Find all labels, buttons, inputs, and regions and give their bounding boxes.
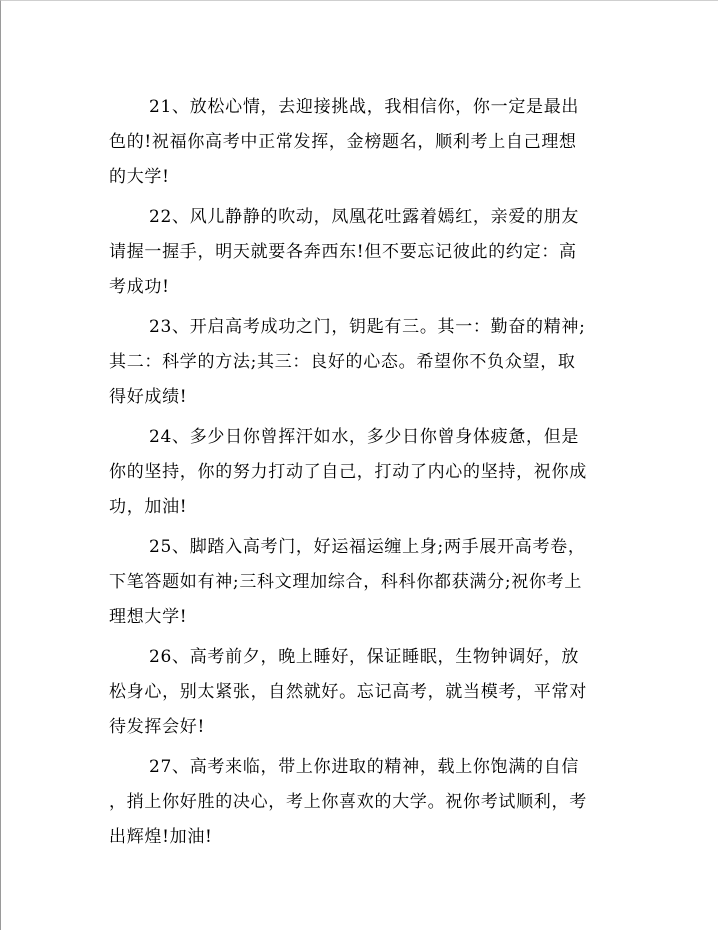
paragraph-line: 出辉煌!加油! (109, 827, 213, 847)
paragraph-line: 25、脚踏入高考门，好运福运缠上身;两手展开高考卷， (149, 537, 586, 557)
paragraph-line: 的大学! (109, 167, 170, 187)
paragraph-21 (109, 90, 609, 195)
paragraph-26 (109, 640, 609, 745)
paragraph-line: 24、多少日你曾挥汗如水，多少日你曾身体疲惫，但是 (149, 427, 580, 447)
document-body (109, 90, 609, 860)
paragraph-24 (109, 420, 609, 525)
paragraph-line: 考成功! (109, 277, 170, 297)
paragraph-line: 功，加油! (109, 497, 188, 517)
paragraph-line: ，捎上你好胜的决心，考上你喜欢的大学。祝你考试顺利，考 (109, 792, 587, 812)
paragraph-line: 请握一握手，明天就要各奔西东!但不要忘记彼此的约定：高 (109, 242, 577, 262)
paragraph-line: 22、风儿静静的吹动，凤凰花吐露着嫣红，亲爱的朋友 (149, 207, 580, 227)
paragraph-line: 待发挥会好! (109, 717, 206, 737)
paragraph-line: 27、高考来临，带上你进取的精神，载上你饱满的自信 (149, 757, 580, 777)
paragraph-line: 26、高考前夕，晚上睡好，保证睡眠，生物钟调好，放 (149, 647, 580, 667)
paragraph-line: 得好成绩! (109, 387, 188, 407)
paragraph-line: 松身心，别太紧张，自然就好。忘记高考，就当模考，平常对 (109, 682, 587, 702)
paragraph-line: 你的坚持，你的努力打动了自己，打动了内心的坚持，祝你成 (109, 462, 587, 482)
paragraph-25 (109, 530, 609, 635)
paragraph-line: 其二：科学的方法;其三：良好的心态。希望你不负众望，取 (109, 352, 576, 372)
paragraph-23 (109, 310, 609, 415)
paragraph-line: 21、放松心情，去迎接挑战，我相信你，你一定是最出 (149, 97, 580, 117)
paragraph-22 (109, 200, 609, 305)
paragraph-line: 色的!祝福你高考中正常发挥，金榜题名，顺利考上自己理想 (109, 132, 577, 152)
paragraph-27 (109, 750, 609, 855)
paragraph-line: 23、开启高考成功之门，钥匙有三。其一：勤奋的精神; (149, 317, 586, 337)
paragraph-line: 理想大学! (109, 607, 188, 627)
paragraph-line: 下笔答题如有神;三科文理加综合，科科你都获满分;祝你考上 (109, 572, 583, 592)
